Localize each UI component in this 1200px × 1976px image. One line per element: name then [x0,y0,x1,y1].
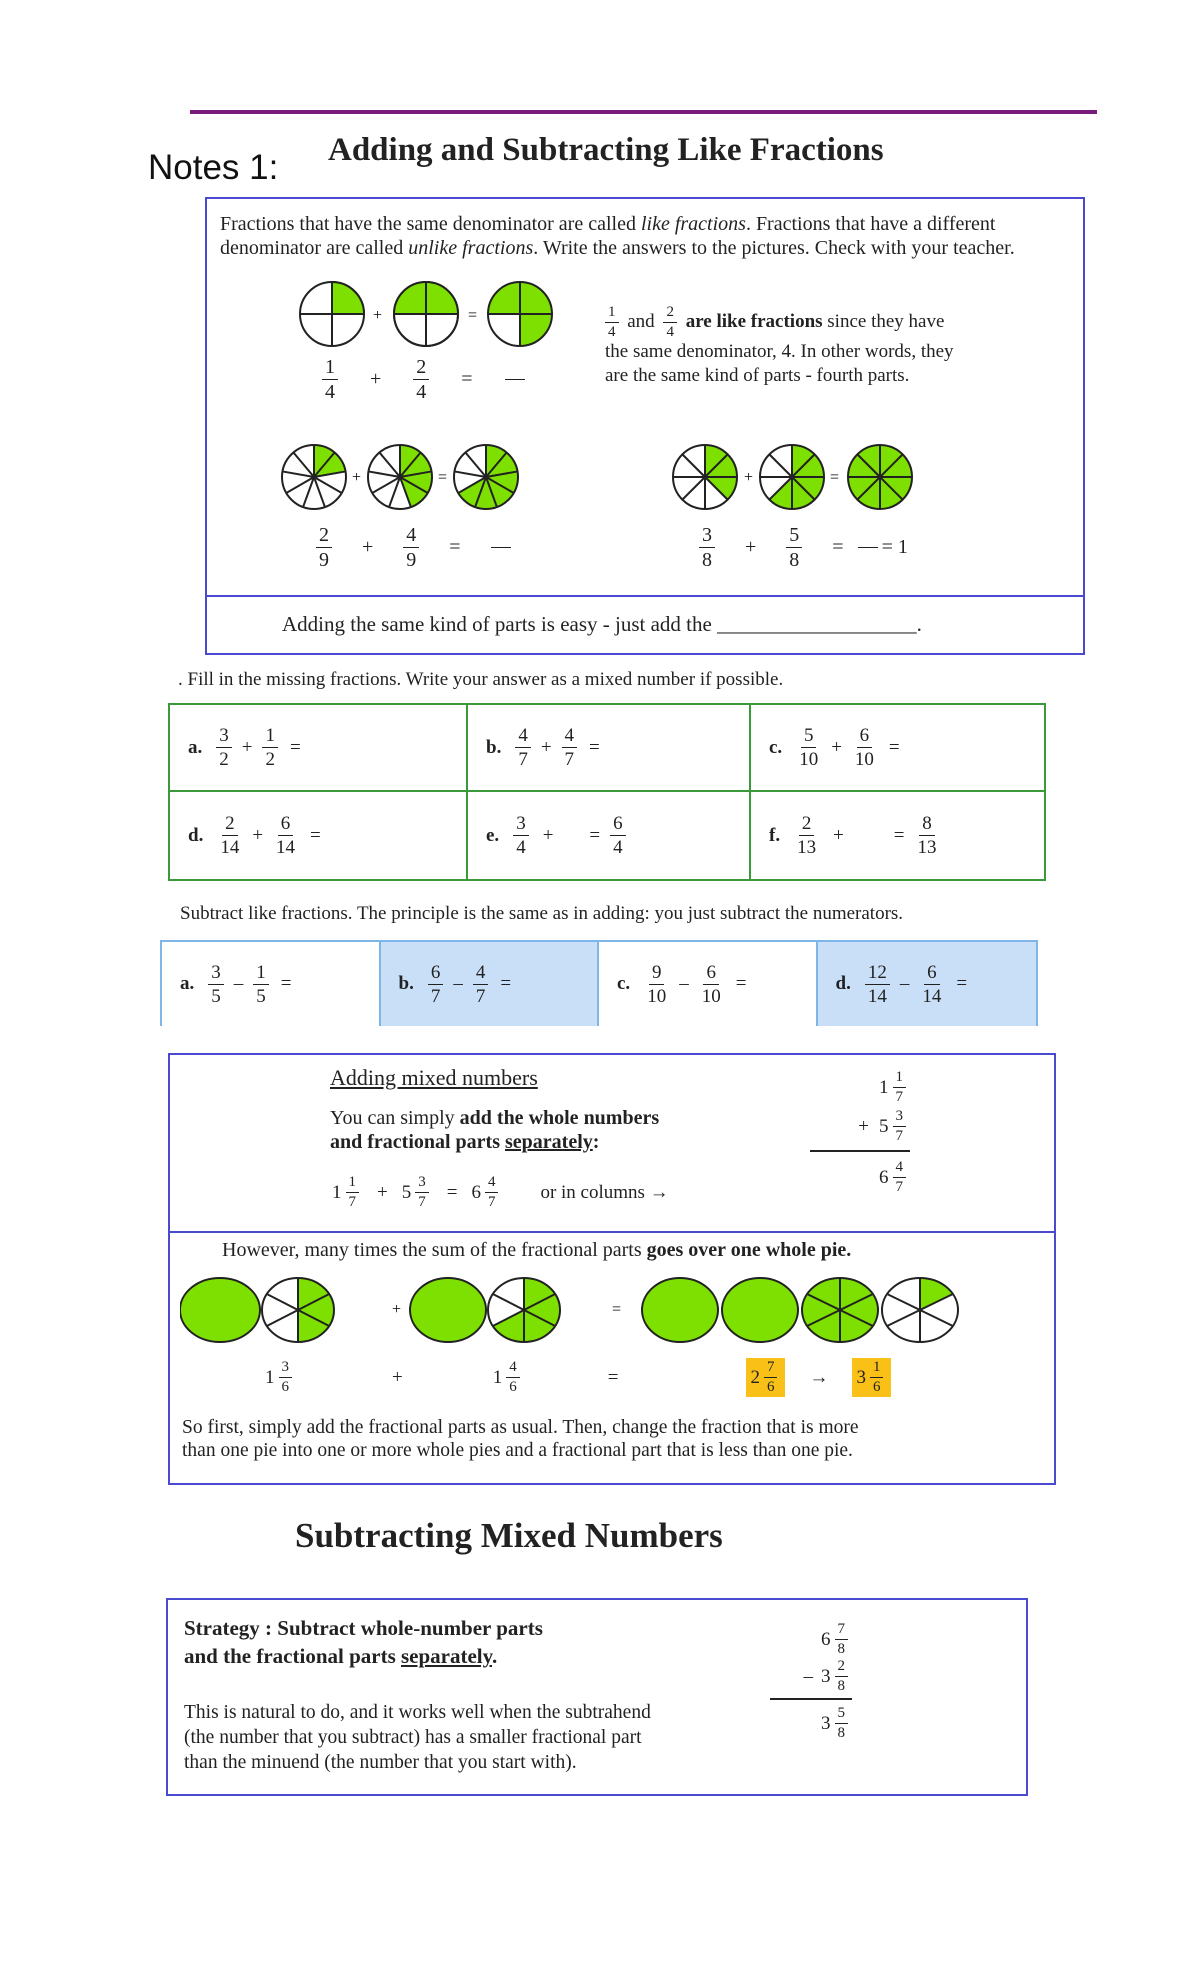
mixed-pies [180,1272,1040,1352]
pie-sixths-3 [802,1278,878,1342]
mixed-add-heading: Adding mixed numbers [330,1065,538,1090]
pie-ninths-1 [282,445,346,509]
eighths-equation: $\frac{3}{8}$ + $\frac{5}{8}$ = = 1 [695,525,908,570]
highlight-mixed: 3 $\frac{1}{6}$ [852,1358,891,1397]
fill-item-f: f. $\frac{2}{13}$ + = $\frac{8}{13}$ [769,813,937,858]
intro-footer-text: Adding the same kind of parts is easy - just add the ___________________. [282,612,922,636]
fill-item-d: d. $\frac{2}{14}$ + $\frac{6}{14}$ = [170,792,468,879]
answer-blank [858,531,878,564]
equals-sign: = [830,469,840,486]
subtract-item-d: d. $\frac{12}{14}$ – $\frac{6}{14}$ = [818,942,1037,1026]
plus-sign: + [373,307,383,324]
intro-text: Fractions that have the same denominator are called like fractions. Fractions that have a different denominator are called unlike fractions. Write the answers to the pictures. Check with your teacher. [220,213,1015,259]
column-difference-line [770,1698,852,1700]
fill-item-b: b. $\frac{4}{7}$ + $\frac{4}{7}$ = [468,705,751,792]
plus-sign: + [392,1301,402,1318]
ninths-eighths-pies [280,440,1180,520]
mixed-add-equation: 1 $\frac{1}{7}$ + 5 $\frac{3}{7}$ = 6 $\frac{4}{7}$ or in columns → [332,1174,669,1210]
subtract-item-a: a. $\frac{3}{5}$ – $\frac{1}{5}$ = [162,942,381,1026]
strategy-text: Strategy : Subtract whole-number parts and the fractional parts separately. [184,1616,543,1668]
mixed-add-text: You can simply add the whole numbers and fractional parts separately: [330,1107,660,1153]
pie-ninths-2 [368,445,432,509]
like-fractions-explanation: $\frac{1}{4}$ and $\frac{2}{4}$ are like fractions since they have the same denominator, 4. In other words, they are the same kind of parts - fourth parts. [605,304,954,386]
pie-sixths-4 [882,1278,958,1342]
pie-quarter-2 [394,282,458,346]
mixed-add-explanation: So first, simply add the fractional parts as usual. Then, change the fraction that is more than one pie into one or more whole pies and a fractional part that is less than one pie. [182,1417,859,1461]
page-title: Adding and Subtracting Like Fractions [328,132,884,168]
equals-sign: = [612,1301,622,1318]
plus-sign: + [744,469,754,486]
subtract-instruction: Subtract like fractions. The principle is the same as in adding: you just subtract the numerators. [180,903,904,924]
pie-ninths-3 [454,445,518,509]
top-rule [190,110,1097,114]
mixed-pies-equation: 1 $\frac{3}{6}$ + 1 $\frac{4}{6}$ = 2 $\frac{7}{6}$ → 3 $\frac{1}{6}$ [265,1358,925,1397]
subtracting-title: Subtracting Mixed Numbers [295,1516,723,1555]
equals-sign: = [468,307,478,324]
subtract-grid [160,940,1038,1026]
pie-whole-3 [642,1278,718,1342]
notes-label: Notes 1: [148,148,279,187]
fourths-pie-group [298,280,558,352]
pie-eighths-1 [673,445,737,509]
fill-item-c: c. $\frac{5}{10}$ + $\frac{6}{10}$ = [751,705,1044,792]
fill-item-e: e. $\frac{3}{4}$ + = $\frac{6}{4}$ [468,792,751,879]
pie-whole-2 [410,1278,486,1342]
fill-item-a: a. $\frac{3}{2}$ + $\frac{1}{2}$ = [170,705,468,792]
pie-eighths-3 [848,445,912,509]
mixed-add-columns: 1 $\frac{1}{7}$ + 5 $\frac{3}{7}$ 6 $\frac{4}{7}$ [810,1070,910,1195]
pie-eighths-2 [760,445,824,509]
highlight-improper: 2 $\frac{7}{6}$ [746,1358,785,1397]
pie-quarter-1 [300,282,364,346]
fraction: $\frac{2}{4}$ [413,357,429,402]
pie-quarter-3 [488,282,552,346]
fourths-equation: $\frac{1}{4}$ + $\frac{2}{4}$ = [318,357,529,402]
equals-sign: = [438,469,448,486]
pie-sixths-1 [262,1278,334,1342]
fraction: $\frac{1}{4}$ [322,357,338,402]
plus-sign: + [352,469,362,486]
answer-blank [505,363,525,396]
mixed-add-over-text: However, many times the sum of the fractional parts goes over one whole pie. [222,1239,852,1261]
pie-sixths-2 [488,1278,560,1342]
subtract-item-b: b. $\frac{6}{7}$ – $\frac{4}{7}$ = [381,942,600,1026]
pie-whole-1 [180,1278,260,1342]
subtract-item-c: c. $\frac{9}{10}$ – $\frac{6}{10}$ = [599,942,818,1026]
pie-whole-4 [722,1278,798,1342]
fill-in-instruction: . Fill in the missing fractions. Write your answer as a mixed number if possible. [178,669,784,690]
strategy-paragraph: This is natural to do, and it works well when the subtrahend (the number that you subtract) has a smaller fractional part than the minuend (the number that you start with). [184,1702,651,1773]
answer-blank [491,531,511,564]
mixed-sub-columns: 6 $\frac{7}{8}$ – 3 $\frac{2}{8}$ 3 $\frac{5}{8}$ [770,1622,852,1741]
fill-in-grid [168,703,1046,881]
ninths-equation: $\frac{2}{9}$ + $\frac{4}{9}$ = [312,525,515,570]
fourths-pies [298,280,558,352]
column-sum-line [810,1150,910,1152]
